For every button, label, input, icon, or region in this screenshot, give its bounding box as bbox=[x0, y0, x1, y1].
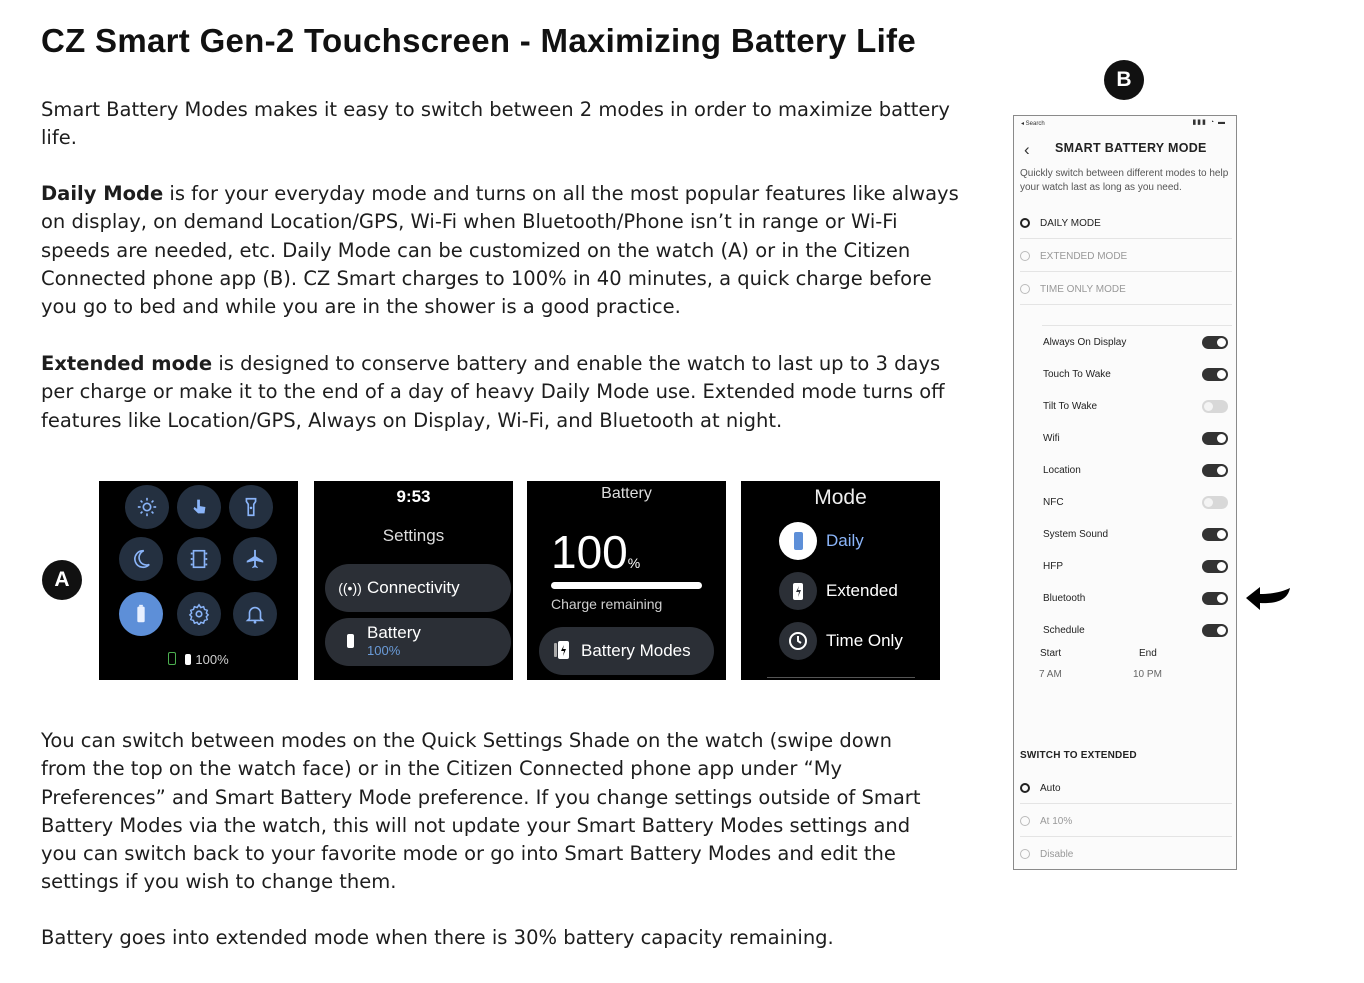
radio-label: At 10% bbox=[1040, 815, 1073, 827]
status-bar-icons: ▮▮▮ ◔ ▬ bbox=[1192, 119, 1226, 126]
schedule-start-label: Start bbox=[1040, 648, 1062, 659]
pointer-arrow-icon bbox=[1244, 584, 1292, 614]
clock-icon bbox=[779, 622, 817, 660]
daily-mode-lead: Daily Mode bbox=[41, 182, 164, 205]
theater-icon[interactable] bbox=[177, 537, 221, 581]
battery-item[interactable] bbox=[325, 618, 511, 666]
toggle-switch[interactable] bbox=[1202, 496, 1228, 509]
daily-mode-paragraph bbox=[41, 180, 961, 321]
touch-icon[interactable] bbox=[177, 485, 221, 529]
toggle-label: Tilt To Wake bbox=[1043, 400, 1098, 412]
status-back-link[interactable]: ◂ Search bbox=[1021, 121, 1045, 127]
toggle-label: NFC bbox=[1043, 496, 1064, 508]
radio-icon bbox=[1020, 284, 1030, 294]
extended-mode-text: is designed to conserve battery and enable the watch to last up to 3 days per charge or make it to the end of a day of heavy Daily Mode use. Extended mode turns off features like Location/GPS, Always on Display, Wi-Fi, and Bluetooth at night. bbox=[41, 352, 945, 432]
page-title: CZ Smart Gen-2 Touchscreen - Maximizing Battery Life bbox=[41, 22, 917, 59]
toggle-row-nfc bbox=[1043, 491, 1228, 513]
toggle-row-location bbox=[1043, 459, 1228, 481]
toggle-row-always-on-display bbox=[1043, 331, 1228, 353]
toggle-row-wifi bbox=[1043, 427, 1228, 449]
scroll-divider bbox=[767, 677, 915, 678]
battery-heading: Battery bbox=[601, 485, 652, 502]
phone-app-screen bbox=[1013, 115, 1237, 870]
toggle-row-system-sound bbox=[1043, 523, 1228, 545]
schedule-end-label: End bbox=[1139, 648, 1157, 659]
watch-mode-screen bbox=[741, 481, 940, 680]
toggle-switch[interactable] bbox=[1202, 400, 1228, 413]
radio-label: DAILY MODE bbox=[1040, 217, 1101, 229]
schedule-end-value[interactable]: 10 PM bbox=[1133, 669, 1162, 680]
radio-auto[interactable] bbox=[1020, 773, 1232, 804]
radio-disable[interactable] bbox=[1020, 839, 1232, 869]
toggle-label: System Sound bbox=[1043, 528, 1109, 540]
radio-icon bbox=[1020, 218, 1030, 228]
battery-item-label: Battery bbox=[367, 623, 421, 642]
moon-icon[interactable] bbox=[119, 537, 163, 581]
connectivity-label: Connectivity bbox=[367, 578, 460, 597]
back-chevron-icon[interactable]: ‹ bbox=[1024, 140, 1030, 159]
toggle-row-hfp bbox=[1043, 555, 1228, 577]
battery-modes-label: Battery Modes bbox=[581, 641, 691, 660]
label-b-badge: B bbox=[1104, 60, 1144, 100]
toggle-row-schedule bbox=[1043, 619, 1228, 641]
watch-battery-icon bbox=[185, 654, 191, 665]
schedule-start-value[interactable]: 7 AM bbox=[1039, 669, 1062, 680]
connectivity-item[interactable] bbox=[325, 564, 511, 612]
divider bbox=[1042, 325, 1232, 326]
settings-icon[interactable] bbox=[177, 592, 221, 636]
phone-screen-description: Quickly switch between different modes to help your watch last as long as you need. bbox=[1020, 168, 1229, 193]
toggle-switch[interactable] bbox=[1202, 528, 1228, 541]
extended-mode-lead: Extended mode bbox=[41, 352, 213, 375]
switching-paragraph: You can switch between modes on the Quick Settings Shade on the watch (swipe down from the top on the watch face) or in the Citizen Connected phone app under “My Preferences” and Smart Battery Mode preference. If you change settings outside of Smart Battery Modes via the watch, this will not update your Smart Battery Modes settings and you can switch back to your favorite mode or go into Smart Battery Modes and edit the settings if you wish to change them. bbox=[41, 729, 921, 894]
radio-icon bbox=[1020, 251, 1030, 261]
watch-settings-screen bbox=[314, 481, 513, 680]
mode-label-daily: Daily bbox=[826, 531, 864, 550]
airplane-icon[interactable] bbox=[233, 537, 277, 581]
toggle-row-touch-to-wake bbox=[1043, 363, 1228, 385]
battery-item-icon bbox=[333, 634, 367, 651]
daily-mode-icon bbox=[779, 522, 817, 560]
toggle-label: Schedule bbox=[1043, 624, 1085, 636]
toggle-label: Always On Display bbox=[1043, 336, 1127, 348]
switch-to-extended-heading: SWITCH TO EXTENDED bbox=[1020, 750, 1137, 761]
flashlight-icon[interactable] bbox=[229, 485, 273, 529]
battery-item-sub: 100% bbox=[367, 643, 401, 658]
extended-mode-paragraph bbox=[41, 350, 961, 435]
watch-quick-settings-screen bbox=[99, 481, 298, 680]
radio-icon bbox=[1020, 849, 1030, 859]
charge-remaining-caption: Charge remaining bbox=[551, 596, 663, 612]
toggle-switch[interactable] bbox=[1202, 624, 1228, 637]
watch-time: 9:53 bbox=[396, 487, 431, 506]
phone-battery-icon bbox=[168, 652, 176, 665]
intro-paragraph: Smart Battery Modes makes it easy to switch between 2 modes in order to maximize battery life. bbox=[41, 98, 950, 150]
settings-heading: Settings bbox=[382, 526, 445, 545]
radio-label: TIME ONLY MODE bbox=[1040, 283, 1126, 295]
toggle-row-tilt-to-wake bbox=[1043, 395, 1228, 417]
radio-icon bbox=[1020, 816, 1030, 826]
toggle-switch[interactable] bbox=[1202, 464, 1228, 477]
radio-label: EXTENDED MODE bbox=[1040, 250, 1128, 262]
battery-modes-icon bbox=[553, 638, 571, 665]
toggle-switch[interactable] bbox=[1202, 432, 1228, 445]
battery-level-bar bbox=[551, 582, 702, 589]
mode-option-time-only[interactable] bbox=[779, 622, 903, 660]
radio-at-10[interactable] bbox=[1020, 806, 1232, 837]
battery-footer-percent: 100% bbox=[195, 652, 229, 667]
toggle-label: Location bbox=[1043, 464, 1081, 476]
battery-percent-unit: % bbox=[627, 555, 641, 571]
mode-option-extended[interactable] bbox=[779, 572, 898, 610]
threshold-paragraph: Battery goes into extended mode when there is 30% battery capacity remaining. bbox=[41, 926, 834, 949]
toggle-label: Wifi bbox=[1043, 432, 1060, 444]
toggle-label: Touch To Wake bbox=[1043, 368, 1111, 380]
radio-label: Disable bbox=[1040, 848, 1074, 860]
mode-heading: Mode bbox=[814, 486, 867, 509]
battery-percent bbox=[551, 525, 640, 579]
extended-mode-icon bbox=[779, 572, 817, 610]
label-a-badge: A bbox=[42, 560, 82, 600]
radio-icon bbox=[1020, 783, 1030, 793]
battery-percent-value: 100 bbox=[551, 526, 628, 578]
toggle-row-bluetooth bbox=[1043, 587, 1228, 609]
mode-label-time-only: Time Only bbox=[826, 631, 903, 650]
toggle-label: HFP bbox=[1043, 560, 1063, 572]
watch-battery-screen bbox=[527, 481, 726, 680]
battery-icon[interactable] bbox=[119, 592, 163, 636]
toggle-switch[interactable] bbox=[1202, 560, 1228, 573]
radio-extended-mode[interactable] bbox=[1020, 241, 1232, 272]
mode-option-daily[interactable] bbox=[779, 522, 864, 560]
daily-mode-text: is for your everyday mode and turns on all the most popular features like always on display, on demand Location/GPS, Wi-Fi when Bluetooth/Phone isn’t in range or Wi-Fi speeds are needed, etc. Daily Mode can be customized on the watch (A) or in the Citizen Connected phone app (B). CZ Smart charges to 100% in 40 minutes, a quick charge before you go to bed and while you are in the shower is a good practice. bbox=[41, 182, 959, 319]
battery-modes-button[interactable] bbox=[539, 627, 714, 675]
radio-time-only-mode[interactable] bbox=[1020, 274, 1232, 305]
mode-label-extended: Extended bbox=[826, 581, 898, 600]
toggle-switch[interactable] bbox=[1202, 592, 1228, 605]
radio-label: Auto bbox=[1040, 782, 1061, 794]
toggle-label: Bluetooth bbox=[1043, 592, 1086, 604]
phone-screen-title: SMART BATTERY MODE bbox=[1055, 141, 1207, 155]
radio-daily-mode[interactable] bbox=[1020, 208, 1232, 239]
toggle-switch[interactable] bbox=[1202, 336, 1228, 349]
connectivity-icon: ((•)) bbox=[338, 580, 362, 596]
bell-icon[interactable] bbox=[233, 592, 277, 636]
battery-status-footer bbox=[99, 652, 298, 667]
toggle-switch[interactable] bbox=[1202, 368, 1228, 381]
brightness-icon[interactable] bbox=[125, 485, 169, 529]
